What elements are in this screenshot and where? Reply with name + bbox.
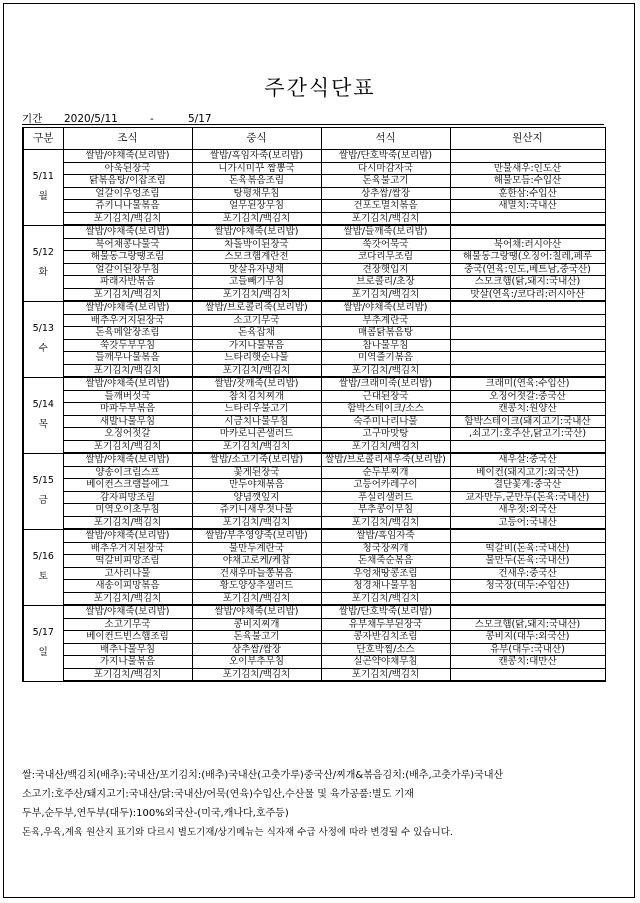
breakfast-item: 쌀밥/야채죽(보리밥) <box>63 301 192 314</box>
lunch-item: 탕평채무침 <box>192 187 321 200</box>
day-cell <box>23 225 63 301</box>
origin-cell: 스모크햄(닭,돼지:국내산) <box>450 276 605 289</box>
breakfast-item: 쌀밥/야채죽(보리밥) <box>63 605 192 618</box>
menu-row <box>23 440 605 453</box>
origin-cell: 새멸치:국내산 <box>450 200 605 213</box>
origin-cell: 새우젓:외국산 <box>450 504 605 517</box>
menu-row <box>23 150 605 163</box>
day-weekday: 화 <box>38 267 48 278</box>
menu-row <box>23 238 605 251</box>
lunch-item: 물만두계란국 <box>192 542 321 555</box>
dinner-item: 순두부찌개 <box>321 466 450 479</box>
day-cell <box>23 150 63 226</box>
menu-row <box>23 352 605 365</box>
origin-cell <box>450 212 605 225</box>
day-date: 5/15 <box>32 475 54 486</box>
period-dash: - <box>150 113 154 125</box>
dinner-item: 청경채나물무침 <box>321 580 450 593</box>
dinner-item: 돈육불고기 <box>321 175 450 188</box>
dinner-item: 우엉채땅콩조림 <box>321 567 450 580</box>
day-date: 5/12 <box>32 247 54 258</box>
lunch-item: 돈육볶음조림 <box>192 175 321 188</box>
dinner-item: 상추쌈/쌈장 <box>321 187 450 200</box>
dinner-item: 견장햇입지 <box>321 263 450 276</box>
menu-row <box>23 263 605 276</box>
breakfast-item: 오징어젓갈 <box>63 428 192 441</box>
period-start: 2020/5/11 <box>64 113 118 125</box>
period-label: 기간 <box>22 113 43 125</box>
origin-cell: 유부(대두:국내산) <box>450 643 605 656</box>
menu-row <box>23 504 605 517</box>
breakfast-item: 쌀밥/야채죽(보리밥) <box>63 225 192 238</box>
lunch-item: 황도양상추샐러드 <box>192 580 321 593</box>
origin-cell <box>450 352 605 365</box>
lunch-item: 참치김치찌개 <box>192 390 321 403</box>
breakfast-item: 미역오이초무침 <box>63 504 192 517</box>
dinner-item: 포기김치/백김치 <box>321 440 450 453</box>
dinner-item: 다시마감자국 <box>321 162 450 175</box>
menu-row <box>23 288 605 301</box>
breakfast-item: 양송이크림스프 <box>63 466 192 479</box>
dinner-item: 콩자반김치조림 <box>321 631 450 644</box>
breakfast-item: 새송이피망볶음 <box>63 580 192 593</box>
dinner-item: 매콤닭볶음탕 <box>321 327 450 340</box>
origin-cell <box>450 301 605 314</box>
breakfast-item: 배추우거지된장국 <box>63 314 192 327</box>
breakfast-item: 쌀밥/야채죽(보리밥) <box>63 150 192 163</box>
menu-row <box>23 643 605 656</box>
menu-row <box>23 567 605 580</box>
origin-cell: 떡갈비(돈육:국내산) <box>450 542 605 555</box>
origin-cell <box>450 668 605 681</box>
lunch-item: 상추쌈/쌈장 <box>192 643 321 656</box>
menu-row <box>23 327 605 340</box>
menu-row <box>23 466 605 479</box>
header-lunch: 중식 <box>192 128 321 150</box>
breakfast-item: 포기김치/백김치 <box>63 212 192 225</box>
origin-cell: 고등어:국내산 <box>450 516 605 529</box>
breakfast-item: 베이컨드빈스햄조림 <box>63 631 192 644</box>
header-origin: 원산지 <box>450 128 605 150</box>
dinner-item: 쌀밥/브로콜리새우죽(보리밥) <box>321 453 450 466</box>
day-cell <box>23 605 63 681</box>
menu-row <box>23 377 605 390</box>
menu-row <box>23 580 605 593</box>
menu-row <box>23 529 605 542</box>
breakfast-item: 해물동그랑땡조림 <box>63 251 192 264</box>
day-weekday: 월 <box>38 191 48 203</box>
lunch-item: 포기김치/백김치 <box>192 288 321 301</box>
origin-cell <box>450 225 605 238</box>
dinner-item: 부추계란국 <box>321 314 450 327</box>
breakfast-item: 감자피망조림 <box>63 491 192 504</box>
dinner-item: 돈채죽순볶음 <box>321 555 450 568</box>
dinner-item: 푸실리샐러드 <box>321 491 450 504</box>
day-date: 5/14 <box>32 399 54 410</box>
dinner-item: 포기김치/백김치 <box>321 288 450 301</box>
breakfast-item: 소고기무국 <box>63 618 192 631</box>
menu-row <box>23 453 605 466</box>
lunch-item: 스모크햄계란전 <box>192 251 321 264</box>
origin-cell: 맛살(연육:/코다리:러시아산 <box>450 288 605 301</box>
breakfast-item: 배추우거지된장국 <box>63 542 192 555</box>
menu-row <box>23 618 605 631</box>
lunch-item: 마카로니콘샐러드 <box>192 428 321 441</box>
day-weekday: 토 <box>38 571 48 582</box>
menu-row <box>23 251 605 264</box>
origin-cell <box>450 440 605 453</box>
dinner-item: 쌀밥/단호박죽(보리밥) <box>321 150 450 163</box>
lunch-item: 포기김치/백김치 <box>192 440 321 453</box>
lunch-item: 쌀밥/흑임자죽(보리밥) <box>192 150 321 163</box>
menu-row <box>23 479 605 492</box>
origin-cell: 함박스테이크(돼지고기:국내산 <box>450 415 605 428</box>
menu-table <box>22 127 606 682</box>
note-line: 두부,순두부,연두부(대두):100%외국산-(미국,캐나다,호주등) <box>22 808 289 819</box>
dinner-item: 부추콩이무침 <box>321 504 450 517</box>
breakfast-item: 포기김치/백김치 <box>63 592 192 605</box>
breakfast-item: 포기김치/백김치 <box>63 516 192 529</box>
lunch-item: 느타리우불고기 <box>192 403 321 416</box>
menu-row <box>23 339 605 352</box>
origin-cell: 교자만두,군만두(돈육:국내산) <box>450 491 605 504</box>
origin-cell <box>450 339 605 352</box>
dinner-item: 미역줄기볶음 <box>321 352 450 365</box>
breakfast-item: 쌀밥/야채죽(보리밥) <box>63 377 192 390</box>
menu-row <box>23 175 605 188</box>
origin-cell <box>450 314 605 327</box>
day-cell <box>23 301 63 377</box>
lunch-item: 포기김치/백김치 <box>192 668 321 681</box>
breakfast-item: 마파두부볶음 <box>63 403 192 416</box>
lunch-item: 포기김치/백김치 <box>192 592 321 605</box>
lunch-item: 오이부추무침 <box>192 656 321 669</box>
dinner-item: 쌀밥/단호박죽(보리밥) <box>321 605 450 618</box>
menu-body <box>23 150 605 682</box>
dinner-item: 참나물무침 <box>321 339 450 352</box>
menu-row <box>23 212 605 225</box>
dinner-item: 포기김치/백김치 <box>321 212 450 225</box>
lunch-item: 건새우마늘쫑볶음 <box>192 567 321 580</box>
day-date: 5/16 <box>32 551 54 562</box>
origin-cell <box>450 364 605 377</box>
lunch-item: 차돌박이된장국 <box>192 238 321 251</box>
origin-cell: 캔콩치:원양산 <box>450 403 605 416</box>
notes <box>22 766 622 842</box>
breakfast-item: 얼갈이우엉조림 <box>63 187 192 200</box>
menu-row <box>23 542 605 555</box>
note-line: 쌀:국내산/백김치(배추):국내산/포기김치:(배추)국내산(고춧가루)중국산/찌개&볶음김치:(배추,고춧가루)국내산 <box>22 770 504 781</box>
origin-cell <box>450 529 605 542</box>
note-line: 돈육,우육,계육 원산지 표기와 다르시 별도기재/상기메뉴는 식자재 수급 사정에 따라 변경될 수 있습니다. <box>22 827 453 838</box>
origin-cell: 중국(연육:인도,베트남,중국산) <box>450 263 605 276</box>
menu-row <box>23 200 605 213</box>
lunch-item: 콩비지찌개 <box>192 618 321 631</box>
menu-row <box>23 276 605 289</box>
day-cell <box>23 529 63 605</box>
breakfast-item: 새발나물무침 <box>63 415 192 428</box>
breakfast-item: 떡갈비피망조림 <box>63 555 192 568</box>
origin-cell: 새우살:중국산 <box>450 453 605 466</box>
breakfast-item: 아욱된장국 <box>63 162 192 175</box>
menu-row <box>23 162 605 175</box>
dinner-item: 고등어카레구이 <box>321 479 450 492</box>
menu-row <box>23 428 605 441</box>
period-end: 5/17 <box>188 113 212 125</box>
origin-cell: 훈한삼:수입산 <box>450 187 605 200</box>
origin-cell: 청국장(대두:수입산) <box>450 580 605 593</box>
day-weekday: 일 <box>38 647 48 658</box>
lunch-item: 시금치나물무침 <box>192 415 321 428</box>
day-date: 5/11 <box>32 171 54 183</box>
menu-row <box>23 656 605 669</box>
dinner-item: 유부채두부된장국 <box>321 618 450 631</box>
day-cell <box>23 377 63 453</box>
dinner-item: 함박스테이크/소스 <box>321 403 450 416</box>
breakfast-item: 파래자반볶음 <box>63 276 192 289</box>
header-breakfast: 조식 <box>63 128 192 150</box>
dinner-item: 포기김치/백김치 <box>321 364 450 377</box>
breakfast-item: 닭볶음탕/이잡조림 <box>63 175 192 188</box>
dinner-item: 실곤약야채무침 <box>321 656 450 669</box>
menu-row <box>23 314 605 327</box>
header-rule <box>22 124 604 125</box>
dinner-item: 쑥갓어묵국 <box>321 238 450 251</box>
day-cell <box>23 453 63 529</box>
origin-cell: 물만두(돈육:국내산) <box>450 555 605 568</box>
menu-row <box>23 301 605 314</box>
breakfast-item: 돈육메알장조림 <box>63 327 192 340</box>
origin-cell: 캔콩치:대만산 <box>450 656 605 669</box>
lunch-item: 쌀밥/잣깨죽(보리밥) <box>192 377 321 390</box>
origin-cell: 해물모듬:수입산 <box>450 175 605 188</box>
lunch-item: 돈육잡채 <box>192 327 321 340</box>
dinner-item: 포기김치/백김치 <box>321 592 450 605</box>
day-weekday: 금 <box>38 495 48 506</box>
menu-row <box>23 364 605 377</box>
origin-cell: 결단꽃게:중국산 <box>450 479 605 492</box>
menu-row <box>23 605 605 618</box>
breakfast-item: 포기김치/백김치 <box>63 668 192 681</box>
origin-cell <box>450 605 605 618</box>
dinner-item: 건포도멸치볶음 <box>321 200 450 213</box>
menu-row <box>23 403 605 416</box>
dinner-item: 브로콜리/초장 <box>321 276 450 289</box>
dinner-item: 쌀밥/들깨죽(보리밥) <box>321 225 450 238</box>
dinner-item: 단호박찜/소스 <box>321 643 450 656</box>
lunch-item: 포기김치/백김치 <box>192 212 321 225</box>
breakfast-item: 쌀밥/야채죽(보리밥) <box>63 453 192 466</box>
breakfast-item: 고사리나물 <box>63 567 192 580</box>
breakfast-item: 북어채콩나물국 <box>63 238 192 251</box>
origin-cell: 만물새우:인도산 <box>450 162 605 175</box>
lunch-item: 야채고로케/케찹 <box>192 555 321 568</box>
header-dinner: 석식 <box>321 128 450 150</box>
breakfast-item: 들깨무나물볶음 <box>63 352 192 365</box>
origin-cell: 베이컨(돼지고기:외국산) <box>450 466 605 479</box>
origin-cell: 크래미(연육:수입산) <box>450 377 605 390</box>
lunch-item: 양념깻잎지 <box>192 491 321 504</box>
dinner-item: 쌀밥/야채죽(보리밥) <box>321 301 450 314</box>
origin-cell: 해물동그랑땡(오징어:칠레,페루 <box>450 251 605 264</box>
dinner-item: 숙주미나리나물 <box>321 415 450 428</box>
note-line: 소고기:호주산/돼지고기:국내산/닭:국내산/어묵(연육)수입산,수산물 및 육가공품:별도 기재 <box>22 789 414 800</box>
lunch-item: 쌀밥/야채죽(보리밥) <box>192 605 321 618</box>
day-date: 5/13 <box>32 323 54 334</box>
dinner-item: 포기김치/백김치 <box>321 516 450 529</box>
header-category: 구분 <box>23 128 63 150</box>
lunch-item: 니가시미꾸 짬뽕국 <box>192 162 321 175</box>
menu-row <box>23 516 605 529</box>
dinner-item: 쌀밥/크래미죽(보리밥) <box>321 377 450 390</box>
menu-row <box>23 555 605 568</box>
breakfast-item: 포기김치/백김치 <box>63 288 192 301</box>
breakfast-item: 쑥갓두부무침 <box>63 339 192 352</box>
lunch-item: 소고기무국 <box>192 314 321 327</box>
dinner-item: 청국장찌개 <box>321 542 450 555</box>
dinner-item: 코다리무조림 <box>321 251 450 264</box>
lunch-item: 쌀밥/브로콜리죽(보리밥) <box>192 301 321 314</box>
lunch-item: 고들빼기무침 <box>192 276 321 289</box>
lunch-item: 돈육불고기 <box>192 631 321 644</box>
lunch-item: 가지나물볶음 <box>192 339 321 352</box>
day-weekday: 목 <box>38 419 48 430</box>
breakfast-item: 베이컨스크램블에그 <box>63 479 192 492</box>
header-row <box>23 128 605 150</box>
day-date: 5/17 <box>32 627 54 638</box>
lunch-item: 포기김치/백김치 <box>192 364 321 377</box>
page-title: 주간식단표 <box>264 76 376 100</box>
origin-cell <box>450 150 605 163</box>
dinner-item: 고구마맛탕 <box>321 428 450 441</box>
menu-row <box>23 225 605 238</box>
origin-cell: 스모크햄(닭,돼지:국내산) <box>450 618 605 631</box>
origin-cell: ,쇠고기:호주산,닭고기:국산) <box>450 428 605 441</box>
lunch-item: 맛살유자냉채 <box>192 263 321 276</box>
dinner-item: 쌀밥/흑임자죽 <box>321 529 450 542</box>
menu-row <box>23 491 605 504</box>
origin-cell: 건새우:중국산 <box>450 567 605 580</box>
lunch-item: 쥬키니새우젓나물 <box>192 504 321 517</box>
breakfast-item: 포기김치/백김치 <box>63 364 192 377</box>
menu-row <box>23 668 605 681</box>
breakfast-item: 배추나물무침 <box>63 643 192 656</box>
lunch-item: 느타리햇순나물 <box>192 352 321 365</box>
origin-cell: 오징어젓갈:중국산 <box>450 390 605 403</box>
lunch-item: 쌀밥/소고기죽(보리밥) <box>192 453 321 466</box>
menu-row <box>23 592 605 605</box>
menu-row <box>23 187 605 200</box>
breakfast-item: 들깨버섯국 <box>63 390 192 403</box>
dinner-item: 포기김치/백김치 <box>321 668 450 681</box>
lunch-item: 포기김치/백김치 <box>192 516 321 529</box>
day-weekday: 수 <box>38 343 48 354</box>
breakfast-item: 쌀밥/야채죽(보리밥) <box>63 529 192 542</box>
breakfast-item: 가지나물볶음 <box>63 656 192 669</box>
menu-row <box>23 631 605 644</box>
lunch-item: 얼무된장무침 <box>192 200 321 213</box>
breakfast-item: 얼갈이된장무침 <box>63 263 192 276</box>
lunch-item: 쌀밥/부추영양죽(보리밥) <box>192 529 321 542</box>
origin-cell: 콩비지(대두:외국산) <box>450 631 605 644</box>
breakfast-item: 포기김치/백김치 <box>63 440 192 453</box>
origin-cell: 북어채:러시아산 <box>450 238 605 251</box>
breakfast-item: 쥬키니나물볶음 <box>63 200 192 213</box>
dinner-item: 근대된장국 <box>321 390 450 403</box>
origin-cell <box>450 327 605 340</box>
menu-row <box>23 415 605 428</box>
lunch-item: 꽃게된장국 <box>192 466 321 479</box>
menu-row <box>23 390 605 403</box>
lunch-item: 쌀밥/야채죽(보리밥) <box>192 225 321 238</box>
lunch-item: 만두야채볶음 <box>192 479 321 492</box>
origin-cell <box>450 592 605 605</box>
